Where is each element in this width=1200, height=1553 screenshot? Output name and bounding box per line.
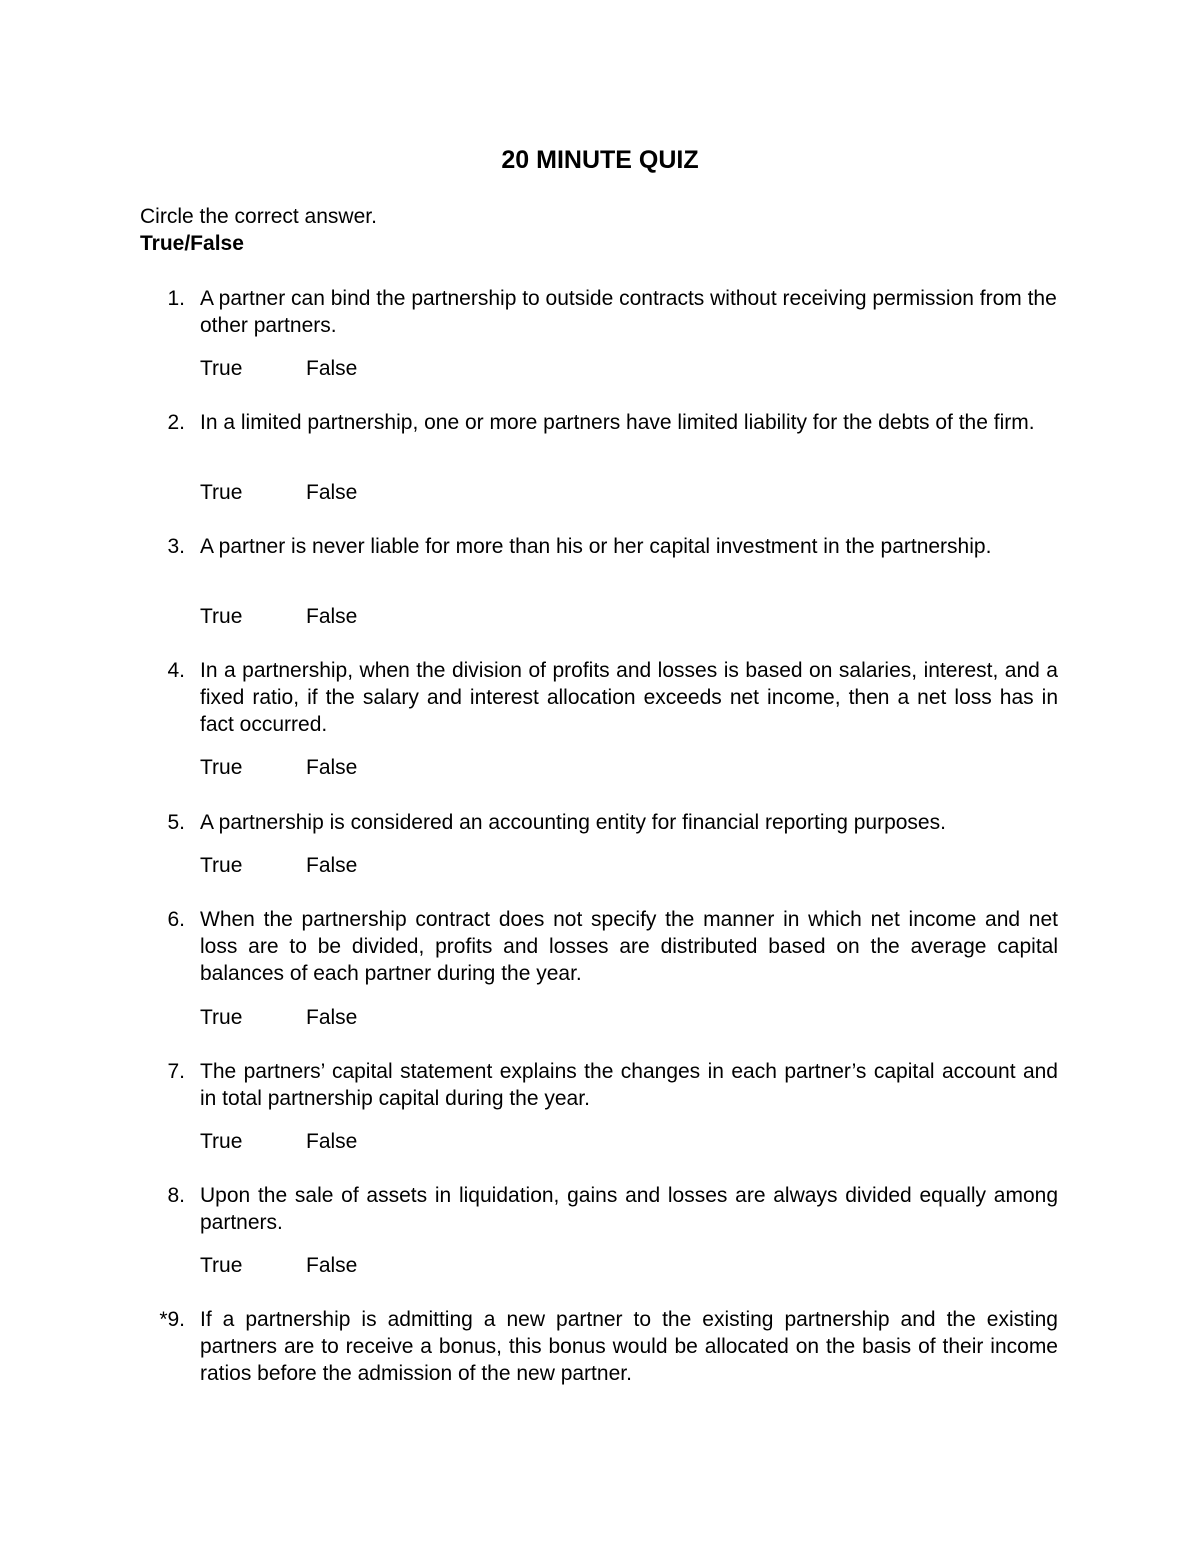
question-text: A partnership is considered an accounting entity for financial reporting purposes. <box>200 811 946 834</box>
option-true[interactable]: True <box>200 605 243 628</box>
question-text: A partner can bind the partnership to outside contracts without receiving permission from the other partners. <box>200 287 1057 337</box>
question-text: When the partnership contract does not specify the manner in which net income and net loss are to be divided, profits and losses are distributed based on the average capital balances of each partner during the year. <box>200 908 1058 985</box>
question-number: 4. <box>167 659 185 682</box>
question-number: *9. <box>159 1308 185 1331</box>
question-text: Upon the sale of assets in liquidation, gains and losses are always divided equally among partners. <box>200 1184 1058 1234</box>
option-false[interactable]: False <box>306 1254 358 1277</box>
question-number: 8. <box>167 1184 185 1207</box>
question-text: In a limited partnership, one or more partners have limited liability for the debts of the firm. <box>200 411 1035 434</box>
option-true[interactable]: True <box>200 1130 243 1153</box>
question-number: 2. <box>167 411 185 434</box>
instruction-text: Circle the correct answer. <box>140 205 377 228</box>
option-true[interactable]: True <box>200 357 243 380</box>
option-true[interactable]: True <box>200 854 243 877</box>
option-false[interactable]: False <box>306 854 358 877</box>
question-number: 5. <box>167 811 185 834</box>
option-false[interactable]: False <box>306 357 358 380</box>
option-true[interactable]: True <box>200 481 243 504</box>
question-text: The partners’ capital statement explains the changes in each partner’s capital account and in total partnership capital during the year. <box>200 1060 1058 1110</box>
question-text: A partner is never liable for more than his or her capital investment in the partnership. <box>200 535 992 558</box>
question-number: 7. <box>167 1060 185 1083</box>
option-false[interactable]: False <box>306 481 358 504</box>
option-true[interactable]: True <box>200 756 243 779</box>
option-true[interactable]: True <box>200 1006 243 1029</box>
question-number: 1. <box>167 287 185 310</box>
option-true[interactable]: True <box>200 1254 243 1277</box>
page-title: 20 MINUTE QUIZ <box>501 146 699 174</box>
option-false[interactable]: False <box>306 1006 358 1029</box>
question-number: 3. <box>167 535 185 558</box>
option-false[interactable]: False <box>306 605 358 628</box>
question-text: If a partnership is admitting a new partner to the existing partnership and the existing partners are to receive a bonus, this bonus would be allocated on the basis of their income ratios before the admission of the new partner. <box>200 1308 1058 1385</box>
section-label: True/False <box>140 232 244 255</box>
question-text: In a partnership, when the division of profits and losses is based on salaries, interest, and a fixed ratio, if the salary and interest allocation exceeds net income, then a net loss has in fact occurred. <box>200 659 1058 736</box>
option-false[interactable]: False <box>306 1130 358 1153</box>
question-number: 6. <box>167 908 185 931</box>
option-false[interactable]: False <box>306 756 358 779</box>
